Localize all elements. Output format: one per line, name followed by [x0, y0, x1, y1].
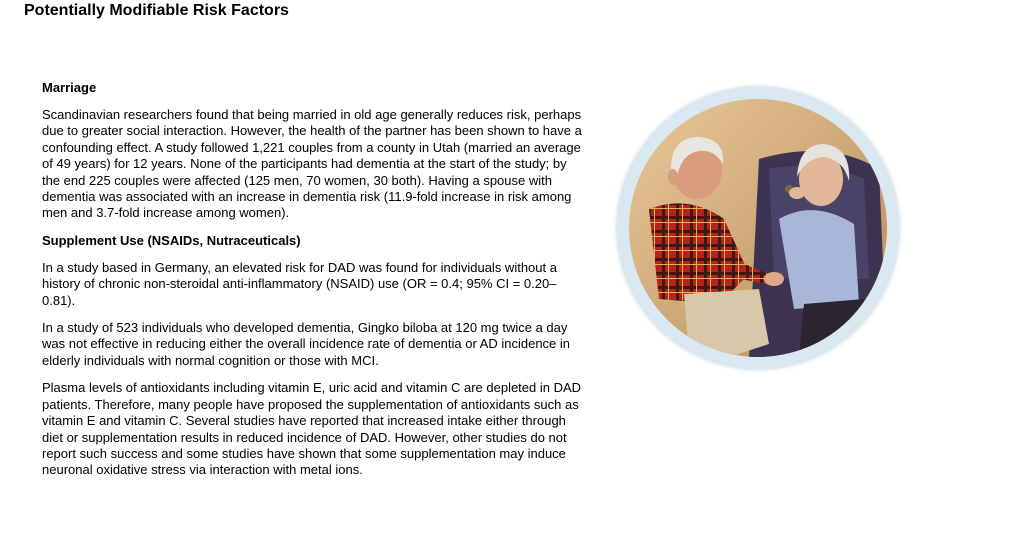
elderly-couple-photo — [617, 87, 899, 369]
paragraph: Plasma levels of antioxidants including vitamin E, uric acid and vitamin C are depleted in DAD patients. Therefore, many people have proposed the supplementation of antioxidants such as vitamin E and vitamin C. Several studies have reported that increased intake either through diet or supplementation results in reduced incidence of DAD. However, other studies do not report such success and some studies have shown that some supplementation may induce neuronal oxidative stress via interaction with metal ions. — [42, 380, 582, 478]
page-title: Potentially Modifiable Risk Factors — [24, 2, 289, 19]
section-heading: Marriage — [42, 80, 97, 95]
paragraph: In a study based in Germany, an elevated risk for DAD was found for individuals without a history of chronic non-steroidal anti-inflammatory (NSAID) use (OR = 0.4; 95% CI = 0.20–0.81). — [42, 259, 557, 308]
section-marriage — [42, 80, 582, 222]
section-heading: Supplement Use (NSAIDs, Nutraceuticals) — [42, 232, 301, 248]
article-body — [42, 80, 582, 490]
photo-illustration — [629, 99, 887, 357]
paragraph: Scandinavian researchers found that being married in old age generally reduces risk, perhaps due to greater social interaction. However, the health of the partner has been shown to have a confounding effect. A study followed 1,221 couples from a county in Utah (married an average of 49 years) for 12 years. None of the participants had dementia at the start of the study; by the end 225 couples were affected (125 men, 70 women, 30 both). Having a spouse with dementia was associated with an increase in dementia risk (11.9-fold increase in risk among men and 3.7-fold increase among women). — [42, 107, 582, 221]
section-supplement-use — [42, 233, 582, 479]
paragraph: In a study of 523 individuals who developed dementia, Gingko biloba at 120 mg twice a day was not effective in reducing either the overall incidence rate of dementia or AD incidence in elderly individuals with normal cognition or those with MCI. — [42, 320, 571, 368]
